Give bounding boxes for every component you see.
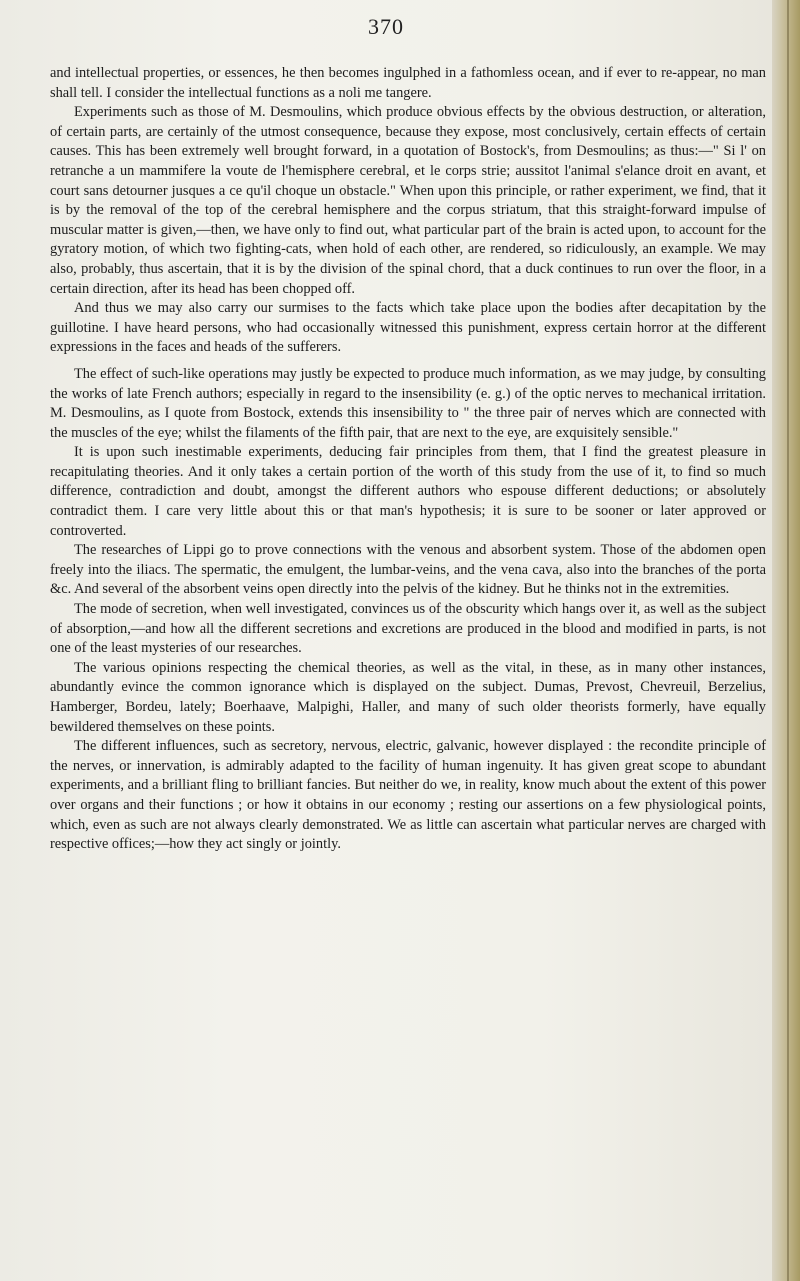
binding-shadow: [787, 0, 789, 1281]
paragraph: The effect of such-like operations may justly be expected to produce much information, as we may judge, by consulting the works of late French authors; especially in regard to the insensibility (e. g.) of the optic nerves to mechanical irritation. M. Desmoulins, as I quote from Bostock, extends this insensibility to " the three pair of nerves which are connected with the muscles of the eye; whilst the filaments of the fifth pair, that are next to the eye, are exquisitely sensible.": [50, 365, 766, 441]
paragraph: The various opinions respecting the chemical theories, as well as the vital, in these, as in many other instances, abundantly evince the common ignorance which is displayed on the subject. Dumas, Prevost, Chevreuil, Berzelius, Hamberger, Bordeu, lately; Boerhaave, Malpighi, Haller, and many of such older theorists formerly, have equally bewildered themselves on these points.: [50, 659, 766, 735]
paragraph: It is upon such inestimable experiments, deducing fair principles from them, that I find the greatest pleasure in recapitulating theories. And it only takes a certain portion of the worth of this study from the use of it, to find so much difference, contradiction and doubt, amongst the different authors who espouse different deductions; or absolutely contradict them. I care very little about this or that man's hypothesis; it is sure to be sooner or later approved or controverted.: [50, 444, 766, 539]
book-fore-edge: [772, 0, 800, 1281]
page-number: 370: [368, 14, 404, 39]
paragraph: And thus we may also carry our surmises to the facts which take place upon the bodies after decapitation by the guillotine. I have heard persons, who had occasionally witnessed this punishment, express certain horror at the different expressions in the faces and heads of the sufferers.: [50, 300, 766, 356]
paragraph: Experiments such as those of M. Desmoulins, which produce obvious effects by the obvious destruction, or alteration, of certain parts, are certainly of the utmost consequence, because they expose, most conclusively, certain effects of certain causes. This has been extremely well brought forward, in a quotation of Bostock's, from Desmoulins; as thus:—" Si l' on retranche a un mammifere la voute de l'hemisphere cerebral, et le corps strie; aussitot l'animal s'elance droit en avant, et court sans detourner jusques a ce qu'il choque un obstacle." When upon this principle, or rather experiment, we find, that it is by the removal of the top of the cerebral hemisphere and the corpus striatum, that this straight-forward impulse of muscular matter is given,—then, we have only to find out, what particular part of the brain is acted upon, to account for the gyratory motion, of which two fighting-cats, when hold of each other, are rendered, so ridiculously, an example. We may also, probably, thus ascertain, that it is by the division of the spinal chord, that a duck continues to run over the floor, in a certain direction, after its head has been chopped off.: [50, 104, 766, 297]
paragraph: The mode of secretion, when well investigated, convinces us of the obscurity which hangs over it, as well as the subject of absorption,—and how all the different secretions and excretions are produced in the blood and modified in parts, is not one of the least mysteries of our researches.: [50, 601, 766, 657]
body-text: [50, 64, 766, 855]
paragraph: The different influences, such as secretory, nervous, electric, galvanic, however displayed : the recondite principle of the nerves, or innervation, is admirably adapted to the facility of human ingenuity. It has given great scope to abundant experiments, and a brilliant fling to brilliant fancies. But neither do we, in reality, know much about the extent of this power over organs and their functions ; or how it obtains in our economy ; resting our assertions on a few physiological points, which, even as such are not always clearly demonstrated. We as little can ascertain what particular nerves are charged with respective offices;—how they act singly or jointly.: [50, 738, 766, 853]
paragraph: The researches of Lippi go to prove connections with the venous and absorbent system. Those of the abdomen open freely into the iliacs. The spermatic, the emulgent, the lumbar-veins, and the vena cava, also into the branches of the porta &c. And several of the absorbent veins open directly into the pelvis of the kidney. But he thinks not in the extremities.: [50, 542, 766, 598]
paragraph: and intellectual properties, or essences, he then becomes ingulphed in a fathomless ocean, and if ever to re-appear, no man shall tell. I consider the intellectual functions as a noli me tangere.: [50, 65, 766, 101]
